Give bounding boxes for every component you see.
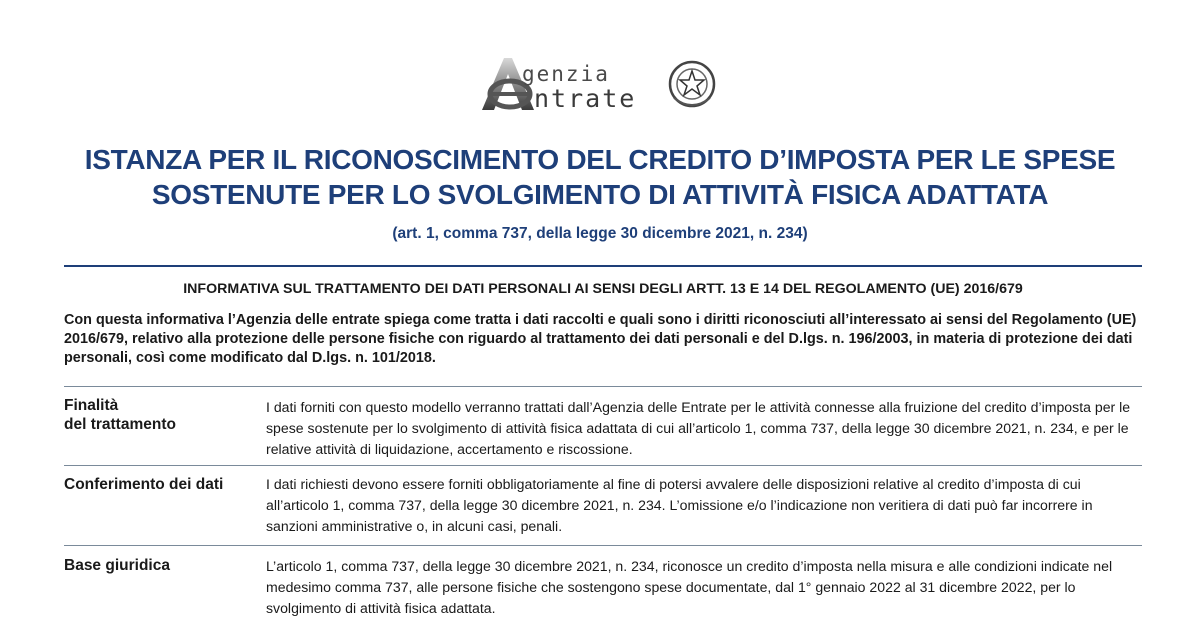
section-label-conferimento: Conferimento dei dati [64, 476, 224, 493]
agenzia-entrate-logo [478, 52, 728, 114]
header-divider [64, 265, 1142, 267]
section-divider [64, 545, 1142, 546]
informativa-intro: Con questa informativa l’Agenzia delle entrate spiega come tratta i dati raccolti e quali sono i diritti riconosciuti all’interessato ai sensi del Regolamento (UE) 2016/679, relativo alla protezione delle persone fisiche con riguardo al trattamento dei dati personali e del D.lgs. n. 196/2003, in materia di protezione dei dati personali, così come modificato dal D.lgs. n. 101/2018. [64, 312, 1137, 366]
section-label-line: del trattamento [64, 416, 176, 433]
section-text-base-giuridica: L’articolo 1, comma 737, della legge 30 dicembre 2021, n. 234, riconosce un credito d’imposta nella misura e alle condizioni indicate nel medesimo comma 737, alle persone fisiche che sostengono spese documentate, dal 1° gennaio 2022 al 31 dicembre 2022, per lo svolgimento di attività fisica adattata. [266, 558, 1113, 616]
section-divider [64, 386, 1142, 387]
logo-text-agenzia: genzia [522, 62, 610, 86]
section-divider [64, 465, 1142, 466]
informativa-heading: INFORMATIVA SUL TRATTAMENTO DEI DATI PERSONALI AI SENSI DEGLI ARTT. 13 E 14 DEL REGOLAMENTO (UE) 2016/679 [183, 281, 1023, 297]
section-label-finalita [64, 396, 249, 434]
section-label-line: Finalità [64, 397, 119, 414]
section-text-conferimento: I dati richiesti devono essere forniti obbligatoriamente al fine di potersi avvalere delle disposizioni relative al credito d’imposta di cui all’articolo 1, comma 737, della legge 30 dicembre 2021, n. 234. L’omissione e/o l’indicazione non veritiera di dati può far incorrere in sanzioni amministrative o, in alcuni casi, penali. [266, 476, 1093, 534]
section-label-base-giuridica: Base giuridica [64, 557, 170, 574]
document-title-line2: SOSTENUTE PER LO SVOLGIMENTO DI ATTIVITÀ FISICA ADATTATA [151, 179, 1049, 210]
logo-text-entrate: ntrate [534, 84, 637, 113]
document-subtitle: (art. 1, comma 737, della legge 30 dicembre 2021, n. 234) [392, 225, 808, 242]
repubblica-emblem-icon [666, 56, 718, 112]
section-text-finalita: I dati forniti con questo modello verranno trattati dall’Agenzia delle Entrate per le attività connesse alla fruizione del credito d’imposta per le spese sostenute per lo svolgimento di attività fisica adattata di cui all’articolo 1, comma 737, della legge 30 dicembre 2021, n. 234, e per le relative attività di liquidazione, accertamento e riscossione. [266, 399, 1131, 457]
document-title-line1: ISTANZA PER IL RICONOSCIMENTO DEL CREDITO D’IMPOSTA PER LE SPESE [84, 144, 1116, 175]
